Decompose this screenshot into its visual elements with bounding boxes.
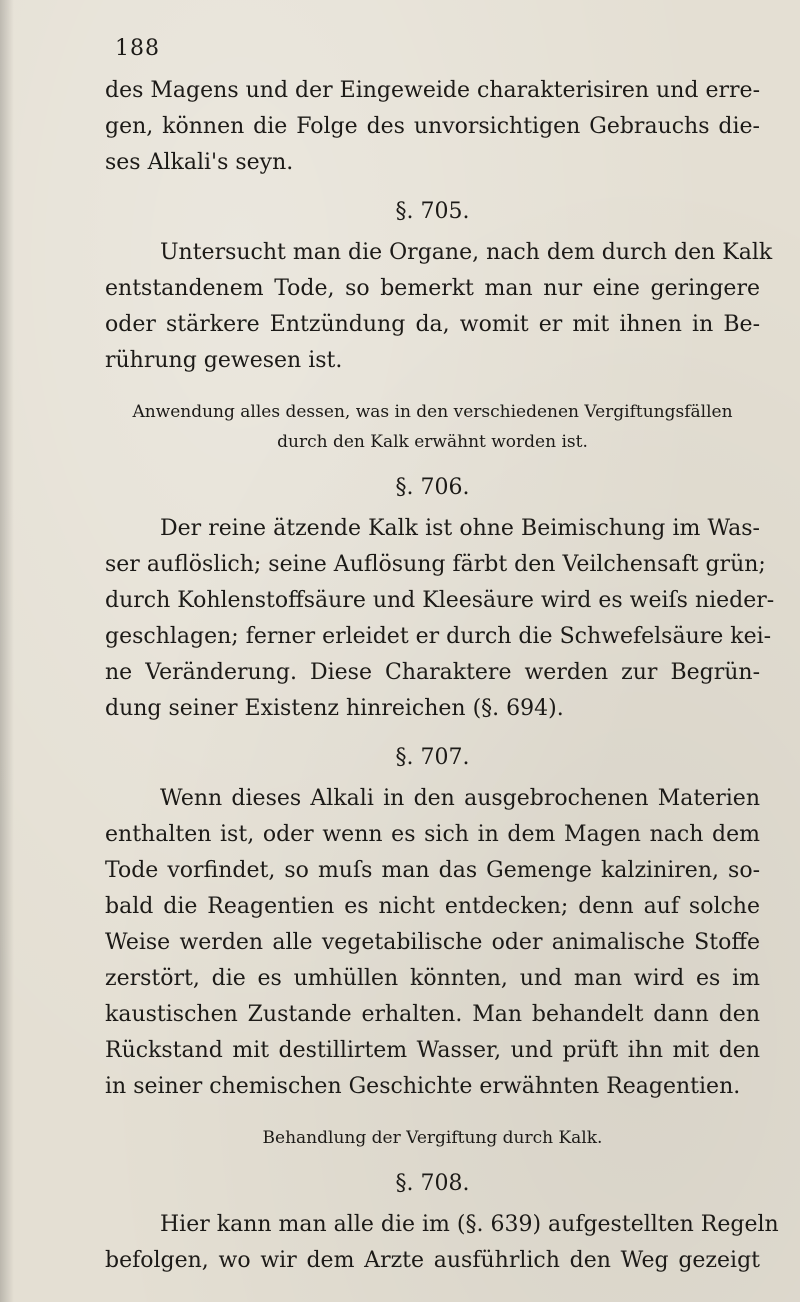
text-line: befolgen, wo wir dem Arzte ausführlich den Weg gezeigt (105, 1248, 760, 1273)
section-number: §. 708. (395, 1171, 470, 1196)
text-line: in seiner chemischen Geschichte erwähnten Reagentien. (105, 1074, 741, 1099)
section-number: §. 707. (395, 745, 470, 770)
section-heading (105, 1123, 760, 1153)
text-line: oder stärkere Entzündung da, womit er mit ihnen in Be- (105, 312, 760, 337)
text-line: Tode vorfindet, so muſs man das Gemenge kalziniren, so- (105, 858, 760, 883)
heading-line: Anwendung alles dessen, was in den verschiedenen Vergiftungsfällen (132, 402, 733, 422)
text-line: bald die Reagentien es nicht entdecken; denn auf solche (105, 894, 760, 919)
section-number: §. 706. (395, 475, 470, 500)
paragraph (105, 235, 773, 379)
page-number: 188 (115, 36, 160, 61)
text-line: des Magens und der Eingeweide charakterisiren und erre- (105, 78, 760, 103)
section-number: §. 705. (395, 199, 470, 224)
text-line: rührung gewesen ist. (105, 348, 343, 373)
text-line: Rückstand mit destillirtem Wasser, und prüft ihn mit den (105, 1038, 760, 1063)
text-line: ne Veränderung. Diese Charaktere werden zur Begrün- (105, 660, 760, 685)
text-line: Untersucht man die Organe, nach dem durch den Kalk (160, 240, 773, 265)
heading-line: Behandlung der Vergiftung durch Kalk. (262, 1128, 603, 1148)
text-line: ser auflöslich; seine Auflösung färbt den Veilchensaft grün; (105, 552, 766, 577)
text-line: gen, können die Folge des unvorsichtigen Gebrauchs die- (105, 114, 760, 139)
paragraph (105, 73, 760, 181)
text-line: dung seiner Existenz hinreichen (§. 694). (105, 696, 564, 721)
text-line: kaustischen Zustande erhalten. Man behandelt dann den (105, 1002, 760, 1027)
text-line: zerstört, die es umhüllen könnten, und man wird es im (105, 966, 760, 991)
text-line: entstandenem Tode, so bemerkt man nur eine geringere (105, 276, 760, 301)
paragraph (105, 511, 775, 727)
text-line: Wenn dieses Alkali in den ausgebrochenen Materien (160, 786, 760, 811)
text-line: Hier kann man alle die im (§. 639) aufgestellten Regeln (160, 1212, 779, 1237)
text-line: durch Kohlenstoffsäure und Kleesäure wird es weiſs nieder- (105, 588, 775, 613)
paragraph (105, 1207, 779, 1279)
text-line: Der reine ätzende Kalk ist ohne Beimischung im Was- (160, 516, 760, 541)
text-line: ses Alkali's seyn. (105, 150, 294, 175)
text-line: enthalten ist, oder wenn es sich in dem Magen nach dem (105, 822, 760, 847)
text-line: Weise werden alle vegetabilische oder animalische Stoffe (105, 930, 760, 955)
section-heading (105, 397, 760, 457)
heading-line: durch den Kalk erwähnt worden ist. (277, 432, 588, 452)
page-content (105, 73, 779, 1279)
paragraph (105, 781, 760, 1105)
text-line: geschlagen; ferner erleidet er durch die Schwefelsäure kei- (105, 624, 772, 649)
